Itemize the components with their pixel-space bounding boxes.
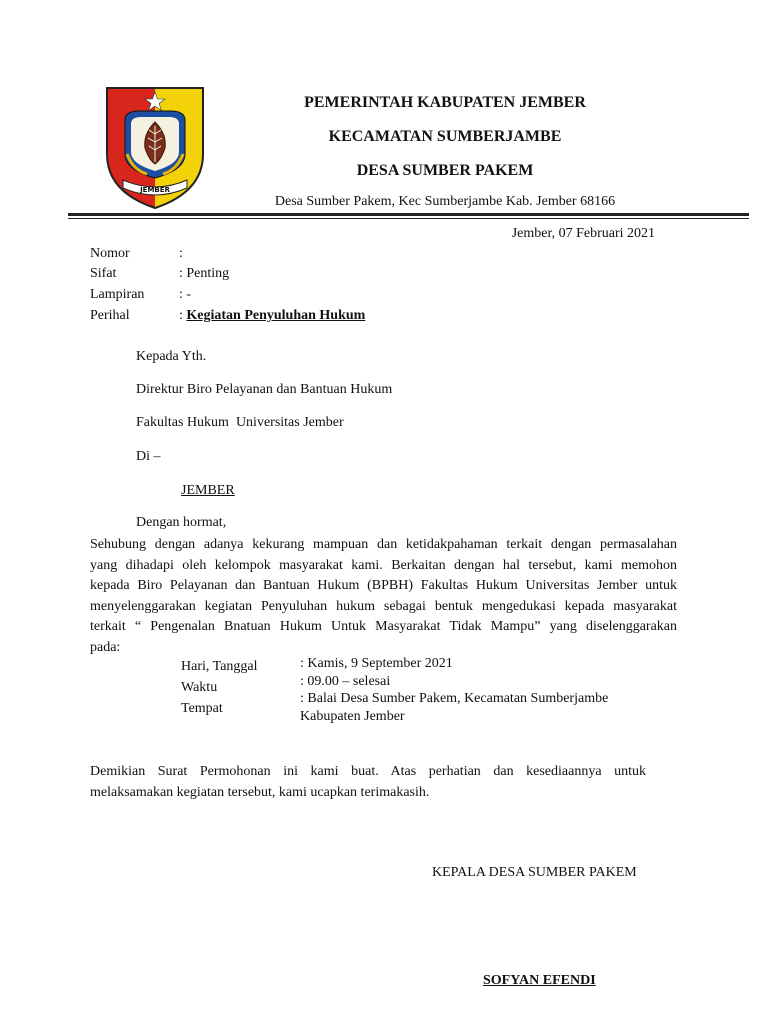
event-day-label: Hari, Tanggal — [181, 659, 258, 674]
recipient-greeting: Kepada Yth. — [136, 349, 207, 364]
meta-value-lampiran: : - — [179, 287, 192, 302]
recipient-line-2: Fakultas Hukum Universitas Jember — [136, 415, 344, 430]
event-place-label: Tempat — [181, 701, 223, 716]
letterhead-government: PEMERINTAH KABUPATEN JEMBER — [304, 94, 586, 111]
perihal-subject: Kegiatan Penyuluhan Hukum — [186, 308, 366, 323]
perihal-colon: : — [179, 308, 187, 323]
meta-label-perihal: Perihal — [90, 308, 130, 323]
letterhead-address: Desa Sumber Pakem, Kec Sumberjambe Kab. Jember 68166 — [274, 194, 616, 209]
meta-label-sifat: Sifat — [90, 266, 117, 281]
event-time-label: Waktu — [181, 680, 218, 695]
body-line-1: Sehubung dengan adanya kekurang mampuan dan ketidakpahaman terkait dengan permasalahan — [90, 537, 677, 552]
event-place-value: : Balai Desa Sumber Pakem, Kecamatan Sumberjambe — [300, 691, 609, 706]
meta-label-lampiran: Lampiran — [90, 287, 145, 302]
body-paragraph — [90, 535, 677, 659]
meta-value-perihal — [179, 308, 365, 324]
jember-regency-emblem — [103, 84, 207, 212]
recipient-di: Di – — [136, 449, 161, 464]
body-line-5: terkait “ Pengenalan Bnatuan Hukum Untuk Masyarakat Tidak Mampu” yang diselenggarakan — [90, 619, 677, 635]
letterhead-district: KECAMATAN SUMBERJAMBE — [328, 128, 562, 145]
meta-label-nomor: Nomor — [90, 246, 130, 261]
letterhead-rule-thick — [68, 213, 749, 216]
letter-date: Jember, 07 Februari 2021 — [511, 226, 655, 241]
event-place-value-2: Kabupaten Jember — [300, 709, 405, 724]
opening-salutation: Dengan hormat, — [136, 515, 227, 530]
emblem-banner-text: JEMBER — [140, 186, 170, 194]
event-day-value: : Kamis, 9 September 2021 — [300, 656, 453, 671]
signature-name: SOFYAN EFENDI — [483, 973, 596, 988]
body-line-4: menyelenggarakan kegiatan Penyuluhan hukum sebagai bentuk mengedukasi kepada masyarakat — [90, 598, 677, 614]
closing-line-2: melaksamakan kegiatan tersebut, kami ucapkan terimakasih. — [90, 784, 430, 800]
closing-paragraph — [90, 762, 646, 803]
recipient-line-1: Direktur Biro Pelayanan dan Bantuan Hukum — [136, 382, 393, 397]
event-time-value: : 09.00 – selesai — [300, 674, 391, 689]
closing-line-1: Demikian Surat Permohonan ini kami buat. Atas perhatian dan kesediaannya untuk — [90, 764, 646, 779]
body-line-3: kepada Biro Pelayanan dan Bantuan Hukum (BPBH) Fakultas Hukum Universitas Jember untuk — [90, 578, 677, 594]
letterhead-rule-thin — [68, 218, 749, 219]
letterhead-village: DESA SUMBER PAKEM — [356, 162, 534, 179]
meta-value-sifat: : Penting — [179, 266, 230, 281]
body-line-6: pada: — [90, 639, 121, 655]
signature-title: KEPALA DESA SUMBER PAKEM — [432, 865, 637, 880]
meta-value-nomor: : — [179, 246, 183, 261]
recipient-city: JEMBER — [181, 483, 235, 498]
body-line-2: yang dihadapi oleh kelompok masyarakat kami. Berkaitan dengan hal tersebut, kami memohon — [90, 557, 677, 573]
